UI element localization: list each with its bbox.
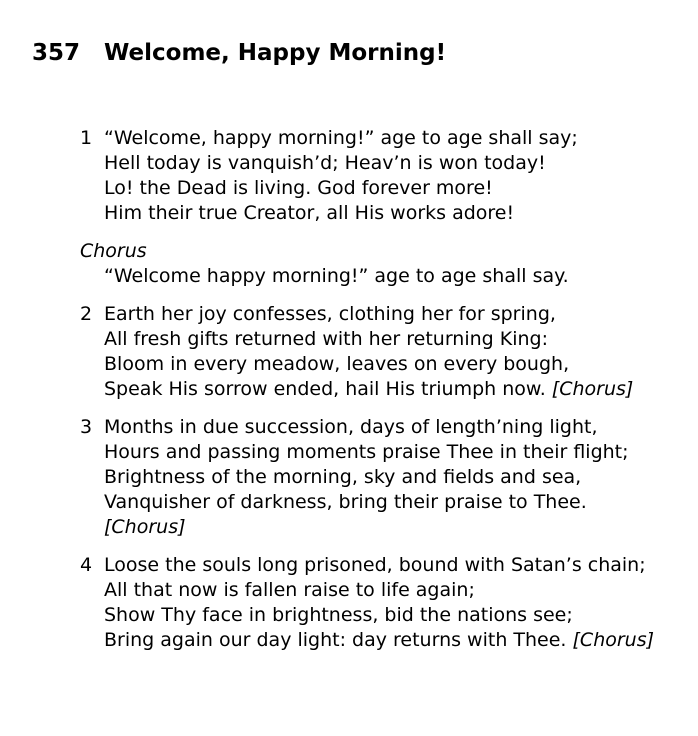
verse-line: Earth her joy confesses, clothing her for spring, <box>104 303 556 325</box>
verse-line: All that now is fallen raise to life again; <box>104 579 475 601</box>
hymn-heading <box>32 40 446 66</box>
verse-line: “Welcome, happy morning!” age to age shall say; <box>104 127 578 149</box>
verse-number: 2 <box>80 303 93 325</box>
verse-1 <box>80 126 680 226</box>
verse-2 <box>80 302 680 402</box>
hymn-title: Welcome, Happy Morning! <box>104 40 447 66</box>
chorus-reference: [Chorus] <box>551 378 634 400</box>
hymn-number: 357 <box>32 40 81 66</box>
chorus-label: Chorus <box>80 240 147 262</box>
verse-line: Months in due succession, days of length’ning light, <box>104 416 598 438</box>
hymn-body <box>80 126 680 666</box>
verse-line: Bloom in every meadow, leaves on every bough, <box>104 353 570 375</box>
verse-number: 4 <box>80 554 93 576</box>
chorus <box>80 239 680 289</box>
verse-line: Brightness of the morning, sky and fields and sea, <box>104 466 582 488</box>
verse-number: 3 <box>80 416 93 438</box>
verse-line: Him their true Creator, all His works adore! <box>104 202 515 224</box>
verse-line: Vanquisher of darkness, bring their praise to Thee. <box>104 491 587 513</box>
verse-line <box>104 628 680 653</box>
verse-line: Loose the souls long prisoned, bound with Satan’s chain; <box>104 554 646 576</box>
verse-line: Hours and passing moments praise Thee in their flight; <box>104 441 629 463</box>
chorus-reference: [Chorus] <box>104 516 186 538</box>
chorus-reference: [Chorus] <box>572 629 655 651</box>
chorus-line: “Welcome happy morning!” age to age shall say. <box>104 265 569 287</box>
verse-line: All fresh gifts returned with her returning King: <box>104 328 549 350</box>
verse-3 <box>80 415 680 540</box>
verse-4 <box>80 553 680 653</box>
verse-line: Show Thy face in brightness, bid the nations see; <box>104 604 573 626</box>
verse-number: 1 <box>80 127 93 149</box>
verse-line: Lo! the Dead is living. God forever more! <box>104 177 493 199</box>
verse-line <box>104 377 680 402</box>
verse-line-text: Bring again our day light: day returns with Thee. <box>104 629 567 651</box>
verse-line-text: Speak His sorrow ended, hail His triumph now. <box>104 378 546 400</box>
verse-line: Hell today is vanquish’d; Heav’n is won today! <box>104 152 546 174</box>
